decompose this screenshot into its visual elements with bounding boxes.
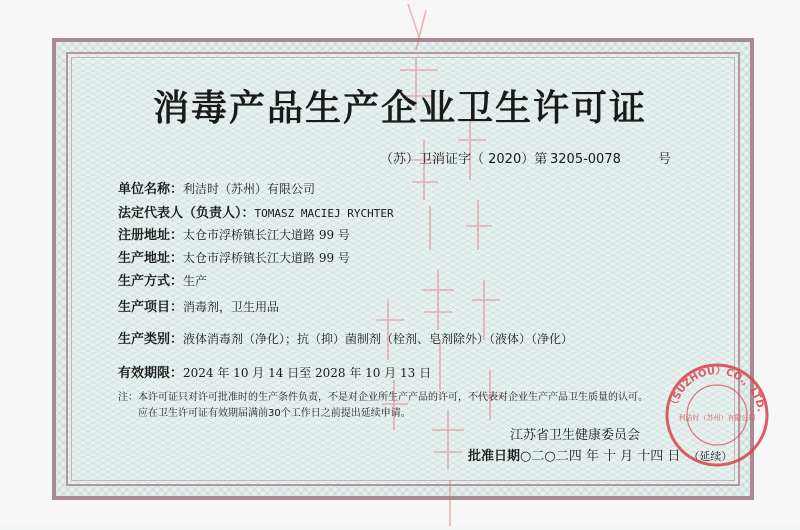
field-company-label: 单位名称： xyxy=(118,182,184,197)
field-legal-rep-label: 法定代表人（负责人）： xyxy=(118,206,255,221)
note-line-1: 注：本许可证只对许可批准时的生产条件负责，不是对企业所生产产品的许可，不代表对企业生产产品卫生质量的认可。 xyxy=(118,392,648,403)
issuing-authority: 江苏省卫生健康委员会 xyxy=(510,428,641,443)
approval-date-label: 批准日期 xyxy=(468,449,521,464)
field-reg-address-value: 太仓市浮桥镇长江大道路 99 号 xyxy=(183,228,350,242)
field-prod-items xyxy=(118,296,279,315)
company-seal xyxy=(662,360,772,470)
cert-number-code: 3205-0078 xyxy=(550,152,621,167)
field-prod-categories-label: 生产类别： xyxy=(118,332,184,347)
field-prod-address-value: 太仓市浮桥镇长江大道路 99 号 xyxy=(183,251,350,265)
certificate-number xyxy=(380,148,700,167)
approval-date-value: ○二○二四 年 十 月 十四 日 xyxy=(520,449,681,464)
certificate-title: 消毒产品生产企业卫生许可证 xyxy=(152,87,647,129)
seal-inner-text: 利洁时（苏州）有限公司 xyxy=(678,414,756,422)
field-prod-address-label: 生产地址： xyxy=(118,251,184,266)
cert-number-prefix: （苏）卫消证字（ 2020）第 xyxy=(380,152,548,167)
field-prod-address xyxy=(118,247,350,266)
field-prod-items-label: 生产项目： xyxy=(118,300,184,315)
field-validity-value: 2024 年 10 月 14 日至 2028 年 10 月 13 日 xyxy=(183,366,432,380)
field-validity-label: 有效期限： xyxy=(118,366,184,381)
field-prod-mode-value: 生产 xyxy=(183,274,208,288)
certificate-note xyxy=(118,390,698,422)
field-company-value: 利洁时（苏州）有限公司 xyxy=(183,182,316,196)
field-prod-categories-value: 液体消毒剂（净化）；抗（抑）菌制剂（栓剂、皂剂除外）（液体）（净化） xyxy=(183,332,574,346)
note-line-2: 应在卫生许可证有效期届满前30个工作日之前提出延续申请。 xyxy=(138,408,411,419)
field-company xyxy=(118,178,315,197)
field-prod-mode xyxy=(118,270,207,289)
field-prod-items-value: 消毒剂，卫生用品 xyxy=(183,300,280,314)
field-validity xyxy=(118,362,431,381)
approval-renew-note: （延续） xyxy=(688,450,733,463)
field-reg-address xyxy=(118,224,350,243)
field-legal-rep-value: TOMASZ MACIEJ RYCHTER xyxy=(254,207,394,220)
seal-arc-text: （SUZHOU）CO.，LTD. xyxy=(668,365,766,413)
field-legal-rep xyxy=(118,202,394,221)
field-reg-address-label: 注册地址： xyxy=(118,228,184,243)
svg-text:（SUZHOU）CO.，LTD. xyxy=(666,364,766,413)
field-prod-mode-label: 生产方式： xyxy=(118,274,184,289)
cert-number-suffix: 号 xyxy=(658,152,672,167)
field-prod-categories xyxy=(118,328,573,347)
